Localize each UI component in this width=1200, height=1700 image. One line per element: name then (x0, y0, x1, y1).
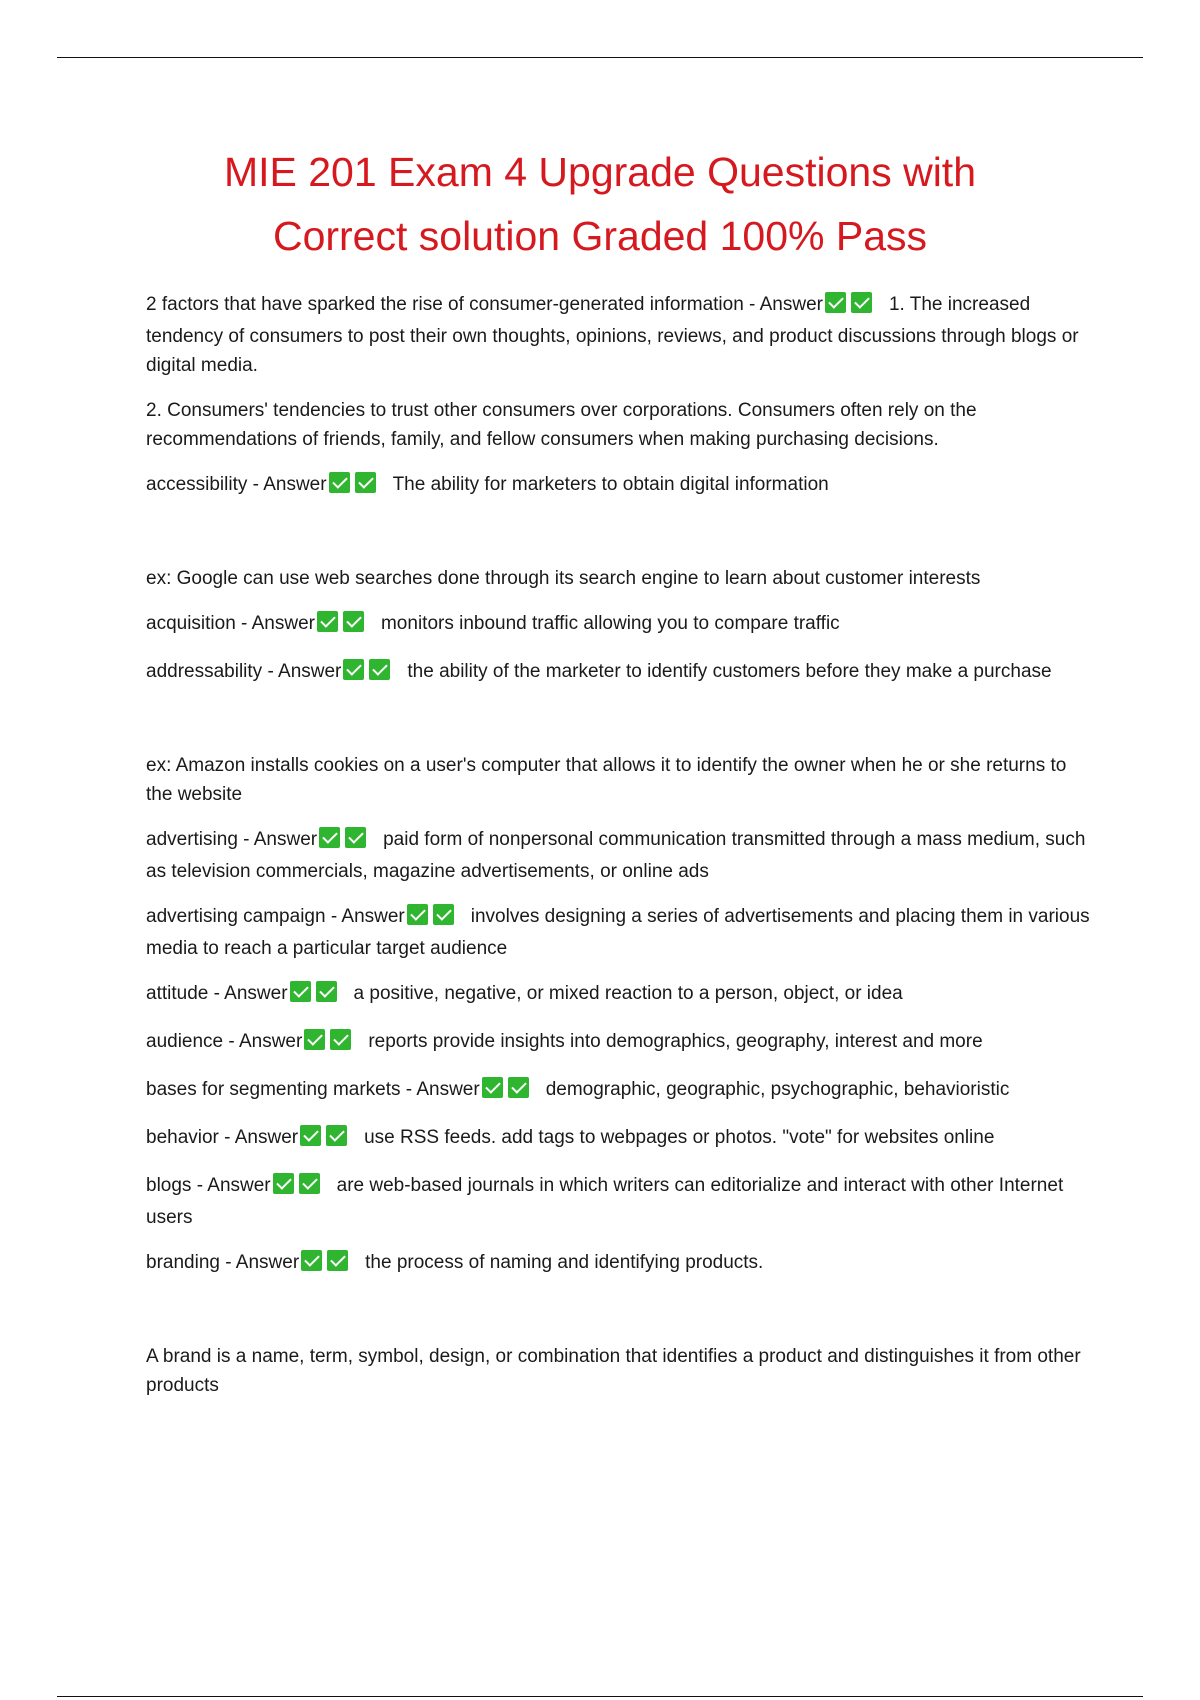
entry-term: bases for segmenting markets - (146, 1079, 417, 1100)
answer-label: Answer (238, 1031, 303, 1052)
answer-label: Answer (416, 1079, 480, 1100)
checkmark-icon (851, 292, 872, 313)
check-icons (343, 659, 395, 689)
qa-entry (146, 1075, 1096, 1107)
checkmark-icon (316, 981, 337, 1002)
qa-entry (146, 290, 1096, 380)
qa-entry (146, 1123, 1096, 1155)
qa-entry (146, 1171, 1096, 1232)
qa-entry (146, 825, 1096, 886)
entry-term: attitude - (146, 983, 225, 1004)
answer-label: Answer (263, 474, 327, 495)
entry-definition: 1. The increased tendency of consumers to post their own thoughts, opinions, reviews, and product discussions through blogs or digital media. (146, 294, 1079, 376)
qa-entry (146, 979, 1096, 1011)
checkmark-icon (327, 1250, 348, 1271)
entry-definition: the ability of the marketer to identify customers before they make a purchase (407, 661, 1052, 682)
entry-definition: a positive, negative, or mixed reaction to a person, object, or idea (353, 983, 903, 1004)
checkmark-icon (317, 611, 338, 632)
answer-label: Answer (224, 983, 288, 1004)
entry-definition: the process of naming and identifying products. (365, 1252, 764, 1273)
continuation-paragraph: 2. Consumers' tendencies to trust other consumers over corporations. Consumers often rely on the recommendations of friends, family, and fellow consumers when making purchasing decisions. (146, 400, 977, 450)
qa-entry (146, 902, 1096, 963)
example-paragraph: ex: Amazon installs cookies on a user's computer that allows it to identify the owner when he or she returns to the website (146, 755, 1067, 805)
answer-label: Answer (341, 906, 405, 927)
checkmark-icon (299, 1173, 320, 1194)
title-line-1: MIE 201 Exam 4 Upgrade Questions with (223, 149, 977, 195)
answer-label: Answer (251, 613, 315, 634)
checkmark-icon (482, 1077, 503, 1098)
entry-term: advertising - (146, 829, 254, 850)
bottom-divider (57, 1696, 1143, 1697)
check-icons (825, 292, 877, 322)
answer-label: Answer (234, 1127, 299, 1148)
entry-definition: reports provide insights into demographics, geography, interest and more (368, 1031, 983, 1052)
check-icons (407, 904, 459, 934)
checkmark-icon (345, 827, 366, 848)
title-line-2: Correct solution Graded 100% Pass (272, 213, 928, 259)
answer-label: Answer (278, 661, 342, 682)
checkmark-icon (304, 1029, 325, 1050)
document-body (146, 290, 1096, 1416)
answer-label: Answer (207, 1175, 271, 1196)
entry-definition: demographic, geographic, psychographic, behavioristic (545, 1079, 1010, 1100)
check-icons (317, 611, 369, 641)
example-paragraph: ex: Google can use web searches done through its search engine to learn about customer interests (146, 568, 981, 589)
checkmark-icon (290, 981, 311, 1002)
check-icons (273, 1173, 325, 1203)
qa-entry (146, 1248, 1096, 1280)
document-title (120, 140, 1080, 268)
checkmark-icon (355, 472, 376, 493)
entry-definition: use RSS feeds. add tags to webpages or photos. "vote" for websites online (364, 1127, 995, 1148)
answer-label: Answer (235, 1252, 300, 1273)
entry-definition: The ability for marketers to obtain digital information (392, 474, 829, 495)
checkmark-icon (508, 1077, 529, 1098)
entry-term: audience - (146, 1031, 239, 1052)
checkmark-icon (301, 1250, 322, 1271)
check-icons (304, 1029, 356, 1059)
entry-term: acquisition - (146, 613, 252, 634)
entry-term: behavior - (146, 1127, 235, 1148)
entry-term: 2 factors that have sparked the rise of consumer-generated information - (146, 294, 760, 315)
checkmark-icon (825, 292, 846, 313)
entry-definition: monitors inbound traffic allowing you to compare traffic (380, 613, 840, 634)
entry-term: advertising campaign - (146, 906, 342, 927)
checkmark-icon (319, 827, 340, 848)
checkmark-icon (326, 1125, 347, 1146)
check-icons (319, 827, 371, 857)
entry-term: accessibility - (146, 474, 264, 495)
checkmark-icon (300, 1125, 321, 1146)
check-icons (290, 981, 342, 1011)
answer-label: Answer (759, 294, 823, 315)
check-icons (482, 1077, 534, 1107)
entry-term: blogs - (146, 1175, 208, 1196)
qa-entry (146, 609, 1096, 641)
checkmark-icon (329, 472, 350, 493)
check-icons (329, 472, 381, 502)
top-divider (57, 57, 1143, 58)
qa-entry (146, 657, 1096, 689)
checkmark-icon (343, 659, 364, 680)
check-icons (300, 1125, 352, 1155)
entry-definition: paid form of nonpersonal communication transmitted through a mass medium, such as television commercials, magazine advertisements, or online ads (146, 829, 1086, 882)
checkmark-icon (369, 659, 390, 680)
qa-entry (146, 1027, 1096, 1059)
checkmark-icon (343, 611, 364, 632)
checkmark-icon (407, 904, 428, 925)
continuation-paragraph: A brand is a name, term, symbol, design, or combination that identifies a product and distinguishes it from other products (146, 1346, 1081, 1396)
checkmark-icon (273, 1173, 294, 1194)
qa-entry (146, 470, 1096, 502)
checkmark-icon (330, 1029, 351, 1050)
check-icons (301, 1250, 353, 1280)
entry-definition: involves designing a series of advertisements and placing them in various media to reach a particular target audience (146, 906, 1090, 959)
answer-label: Answer (253, 829, 318, 850)
entry-definition: are web-based journals in which writers can editorialize and interact with other Internet users (146, 1175, 1064, 1228)
entry-term: addressability - (146, 661, 279, 682)
entry-term: branding - (146, 1252, 236, 1273)
checkmark-icon (433, 904, 454, 925)
